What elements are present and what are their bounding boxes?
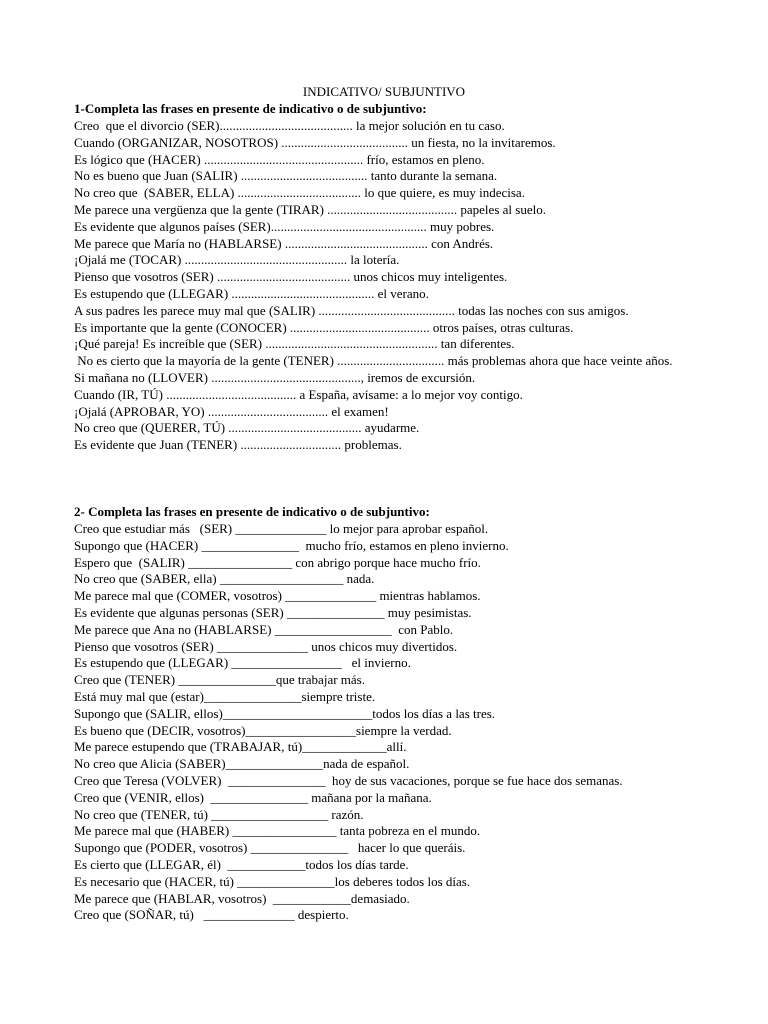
exercise-sentence: Me parece estupendo que (TRABAJAR, tú)_____________allí. xyxy=(74,739,407,755)
exercise-sentence: Creo que el divorcio (SER)......................................... la mejor solución en tu caso. xyxy=(74,118,505,133)
exercise-sentence: Me parece que (HABLAR, vosotros) ____________demasiado. xyxy=(74,890,410,906)
exercise-sentence: Creo que estudiar más (SER) ______________ lo mejor para aprobar español. xyxy=(74,521,489,536)
exercise-sentence: Creo que (TENER) _______________que trabajar más. xyxy=(74,672,365,688)
exercise-sentence: ¡Ojalá me (TOCAR) .................................................. la lotería. xyxy=(74,252,400,268)
exercise-sentence: Supongo que (PODER, vosotros) _______________ hacer lo que queráis. xyxy=(74,840,466,856)
exercise-sentence: Me parece una vergüenza que la gente (TIRAR) ........................................ papeles al suelo. xyxy=(74,201,546,217)
exercise-sentence: No es bueno que Juan (SALIR) ....................................... tanto durante la semana. xyxy=(74,168,498,184)
exercise-sentence: ¡Ojalá (APROBAR, YO) ..................................... el examen! xyxy=(74,403,389,419)
exercise-sentence: Es estupendo que (LLEGAR) _________________ el invierno. xyxy=(74,655,411,671)
worksheet-title: INDICATIVO/ SUBJUNTIVO xyxy=(302,84,466,99)
exercise-sentence: Es evidente que Juan (TENER) ............................... problemas. xyxy=(74,437,402,453)
exercise-sentence: Creo que (SOÑAR, tú) ______________ despierto. xyxy=(74,907,349,923)
exercise-sentence: Es evidente que algunos países (SER)................................................ muy pobres. xyxy=(74,218,495,234)
exercise-sentence: Es bueno que (DECIR, vosotros)_________________siempre la verdad. xyxy=(74,722,452,738)
exercise-sentence: Creo que Teresa (VOLVER) _______________ hoy de sus vacaciones, porque se fue hace dos semanas. xyxy=(74,772,623,788)
exercise-sentence: Cuando (IR, TÚ) ........................................ a España, avísame: a lo mejor voy contigo. xyxy=(74,386,523,402)
exercise-sentence: Espero que (SALIR) ________________ con abrigo porque hace mucho frío. xyxy=(74,554,481,570)
exercise-sentence: No creo que (SABER, ELLA) ...................................... lo que quiere, es muy indecisa. xyxy=(74,185,525,201)
exercise-sentence: Me parece que María no (HABLARSE) ............................................ con Andrés. xyxy=(74,235,494,251)
exercise-sentence: Si mañana no (LLOVER) .............................................., iremos de excursión. xyxy=(74,369,476,385)
exercise-sentence: Pienso que vosotros (SER) ......................................... unos chicos muy inteligentes. xyxy=(74,269,508,285)
exercise-sentence: Me parece mal que (COMER, vosotros) ______________ mientras hablamos. xyxy=(74,588,481,604)
exercise-sentence: Supongo que (HACER) _______________ mucho frío, estamos en pleno invierno. xyxy=(74,537,509,553)
exercise-2-heading: 2- Completa las frases en presente de indicativo o de subjuntivo: xyxy=(74,504,430,519)
exercise-sentence: Es estupendo que (LLEGAR) ............................................ el verano. xyxy=(74,285,429,301)
exercise-sentence: Es cierto que (LLEGAR, él) ____________todos los días tarde. xyxy=(74,856,409,872)
exercise-sentence: A sus padres les parece muy mal que (SALIR) .......................................... todas las noches con sus amigos. xyxy=(74,302,629,318)
exercise-1-heading: 1-Completa las frases en presente de indicativo o de subjuntivo: xyxy=(74,101,427,116)
exercise-sentence: Está muy mal que (estar)_______________siempre triste. xyxy=(74,688,376,704)
exercise-sentence: Pienso que vosotros (SER) ______________ unos chicos muy divertidos. xyxy=(74,638,458,654)
exercise-sentence: No es cierto que la mayoría de la gente (TENER) ................................. más problemas ahora que hace veinte años. xyxy=(74,353,673,369)
exercise-sentence: No creo que (SABER, ella) ___________________ nada. xyxy=(74,571,375,587)
exercise-2-lines xyxy=(74,521,689,924)
exercise-sentence: Creo que (VENIR, ellos) _______________ mañana por la mañana. xyxy=(74,789,432,805)
exercise-sentence: Es lógico que (HACER) ................................................. frío, estamos en pleno. xyxy=(74,151,485,167)
exercise-sentence: No creo que (QUERER, TÚ) ......................................... ayudarme. xyxy=(74,420,420,436)
exercise-sentence: Es importante que la gente (CONOCER) ........................................... otros países, otras culturas. xyxy=(74,319,574,335)
exercise-1-lines xyxy=(74,118,689,454)
exercise-sentence: No creo que Alicia (SABER)_______________nada de español. xyxy=(74,756,410,772)
exercise-sentence: ¡Qué pareja! Es increíble que (SER) ..................................................... tan diferentes. xyxy=(74,336,515,352)
exercise-sentence: Es necesario que (HACER, tú) _______________los deberes todos los días. xyxy=(74,873,471,889)
exercise-sentence: Cuando (ORGANIZAR, NOSOTROS) ....................................... un fiesta, no la invitaremos. xyxy=(74,134,556,150)
exercise-sentence: Me parece mal que (HABER) ________________ tanta pobreza en el mundo. xyxy=(74,823,481,839)
exercise-sentence: Supongo que (SALIR, ellos)_______________________todos los días a las tres. xyxy=(74,705,496,721)
exercise-sentence: Es evidente que algunas personas (SER) _______________ muy pesimistas. xyxy=(74,604,472,620)
exercise-sentence: No creo que (TENER, tú) __________________ razón. xyxy=(74,806,364,822)
exercise-sentence: Me parece que Ana no (HABLARSE) __________________ con Pablo. xyxy=(74,621,454,637)
